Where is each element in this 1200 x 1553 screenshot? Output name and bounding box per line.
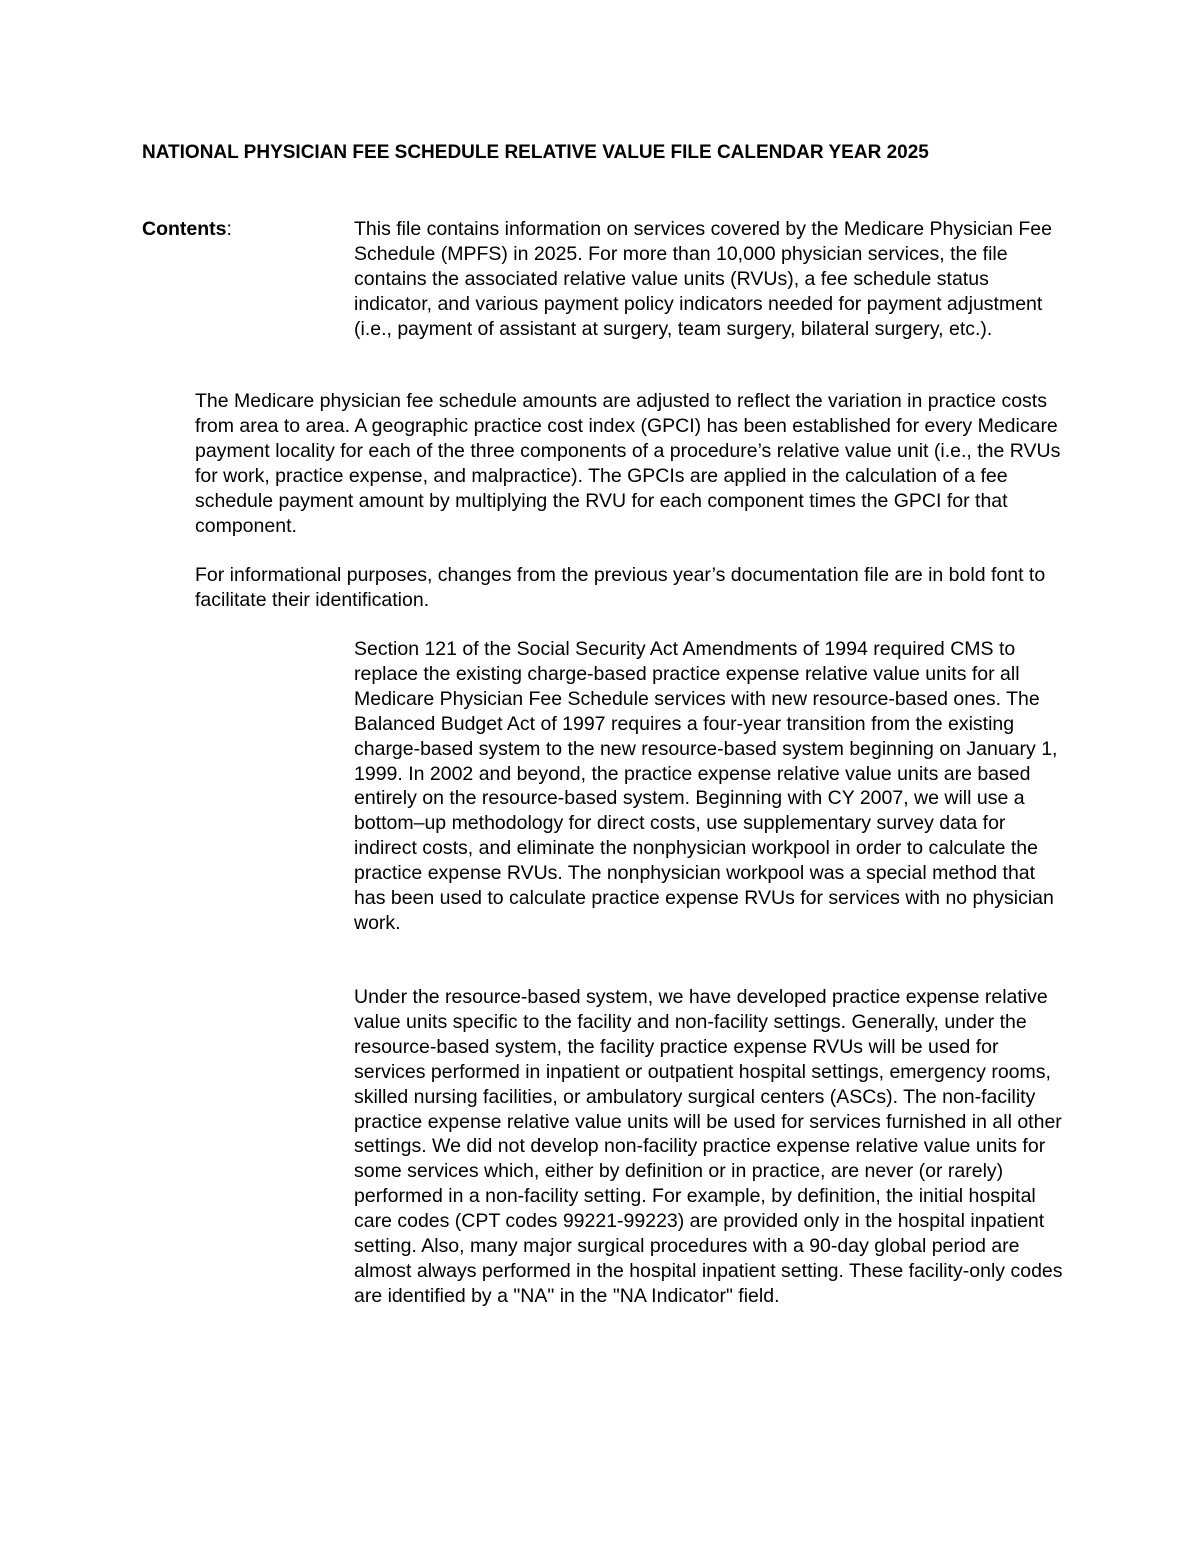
contents-label-text: Contents [142, 218, 227, 240]
section-121-paragraph: Section 121 of the Social Security Act Amendments of 1994 required CMS to replace the existing charge-based practice expense relative value units for all Medicare Physician Fee Schedule services with new resource-based ones. The Balanced Budget Act of 1997 requires a four-year transition from the existing charge-based system to the new resource-based system beginning on January 1, 1999. In 2002 and beyond, the practice expense relative value units are based entirely on the resource-based system. Beginning with CY 2007, we will use a bottom–up methodology for direct costs, use supplementary survey data for indirect costs, and eliminate the nonphysician workpool in order to calculate the practice expense RVUs. The nonphysician workpool was a special method that has been used to calculate practice expense RVUs for services with no physician work. [354, 638, 1058, 934]
contents-label [142, 217, 232, 242]
informational-paragraph: For informational purposes, changes from the previous year’s documentation file are in bold font to facilitate their identification. [195, 564, 1046, 611]
contents-paragraph: This file contains information on services covered by the Medicare Physician Fee Schedule (MPFS) in 2025. For more than 10,000 physician services, the file contains the associated relative value units (RVUs), a fee schedule status indicator, and various payment policy indicators needed for payment adjustment (i.e., payment of assistant at surgery, team surgery, bilateral surgery, etc.). [354, 218, 1052, 340]
resource-based-paragraph: Under the resource-based system, we have developed practice expense relative value units specific to the facility and non-facility settings. Generally, under the resource-based system, the facility practice expense RVUs will be used for services performed in inpatient or outpatient hospital settings, emergency rooms, skilled nursing facilities, or ambulatory surgical centers (ASCs). The non-facility practice expense relative value units will be used for services furnished in all other settings. We did not develop non-facility practice expense relative value units for some services which, either by definition or in practice, are never (or rarely) performed in a non-facility setting. For example, by definition, the initial hospital care codes (CPT codes 99221-99223) are provided only in the hospital inpatient setting. Also, many major surgical procedures with a 90-day global period are almost always performed in the hospital inpatient setting. These facility-only codes are identified by a "NA" in the "NA Indicator" field. [354, 986, 1063, 1307]
document-title: NATIONAL PHYSICIAN FEE SCHEDULE RELATIVE VALUE FILE CALENDAR YEAR 2025 [142, 142, 929, 163]
contents-label-colon: : [226, 218, 232, 240]
gpci-paragraph: The Medicare physician fee schedule amounts are adjusted to reflect the variation in practice costs from area to area. A geographic practice cost index (GPCI) has been established for every Medicare payment locality for each of the three components of a procedure’s relative value unit (i.e., the RVUs for work, practice expense, and malpractice). The GPCIs are applied in the calculation of a fee schedule payment amount by multiplying the RVU for each component times the GPCI for that component. [195, 390, 1061, 537]
